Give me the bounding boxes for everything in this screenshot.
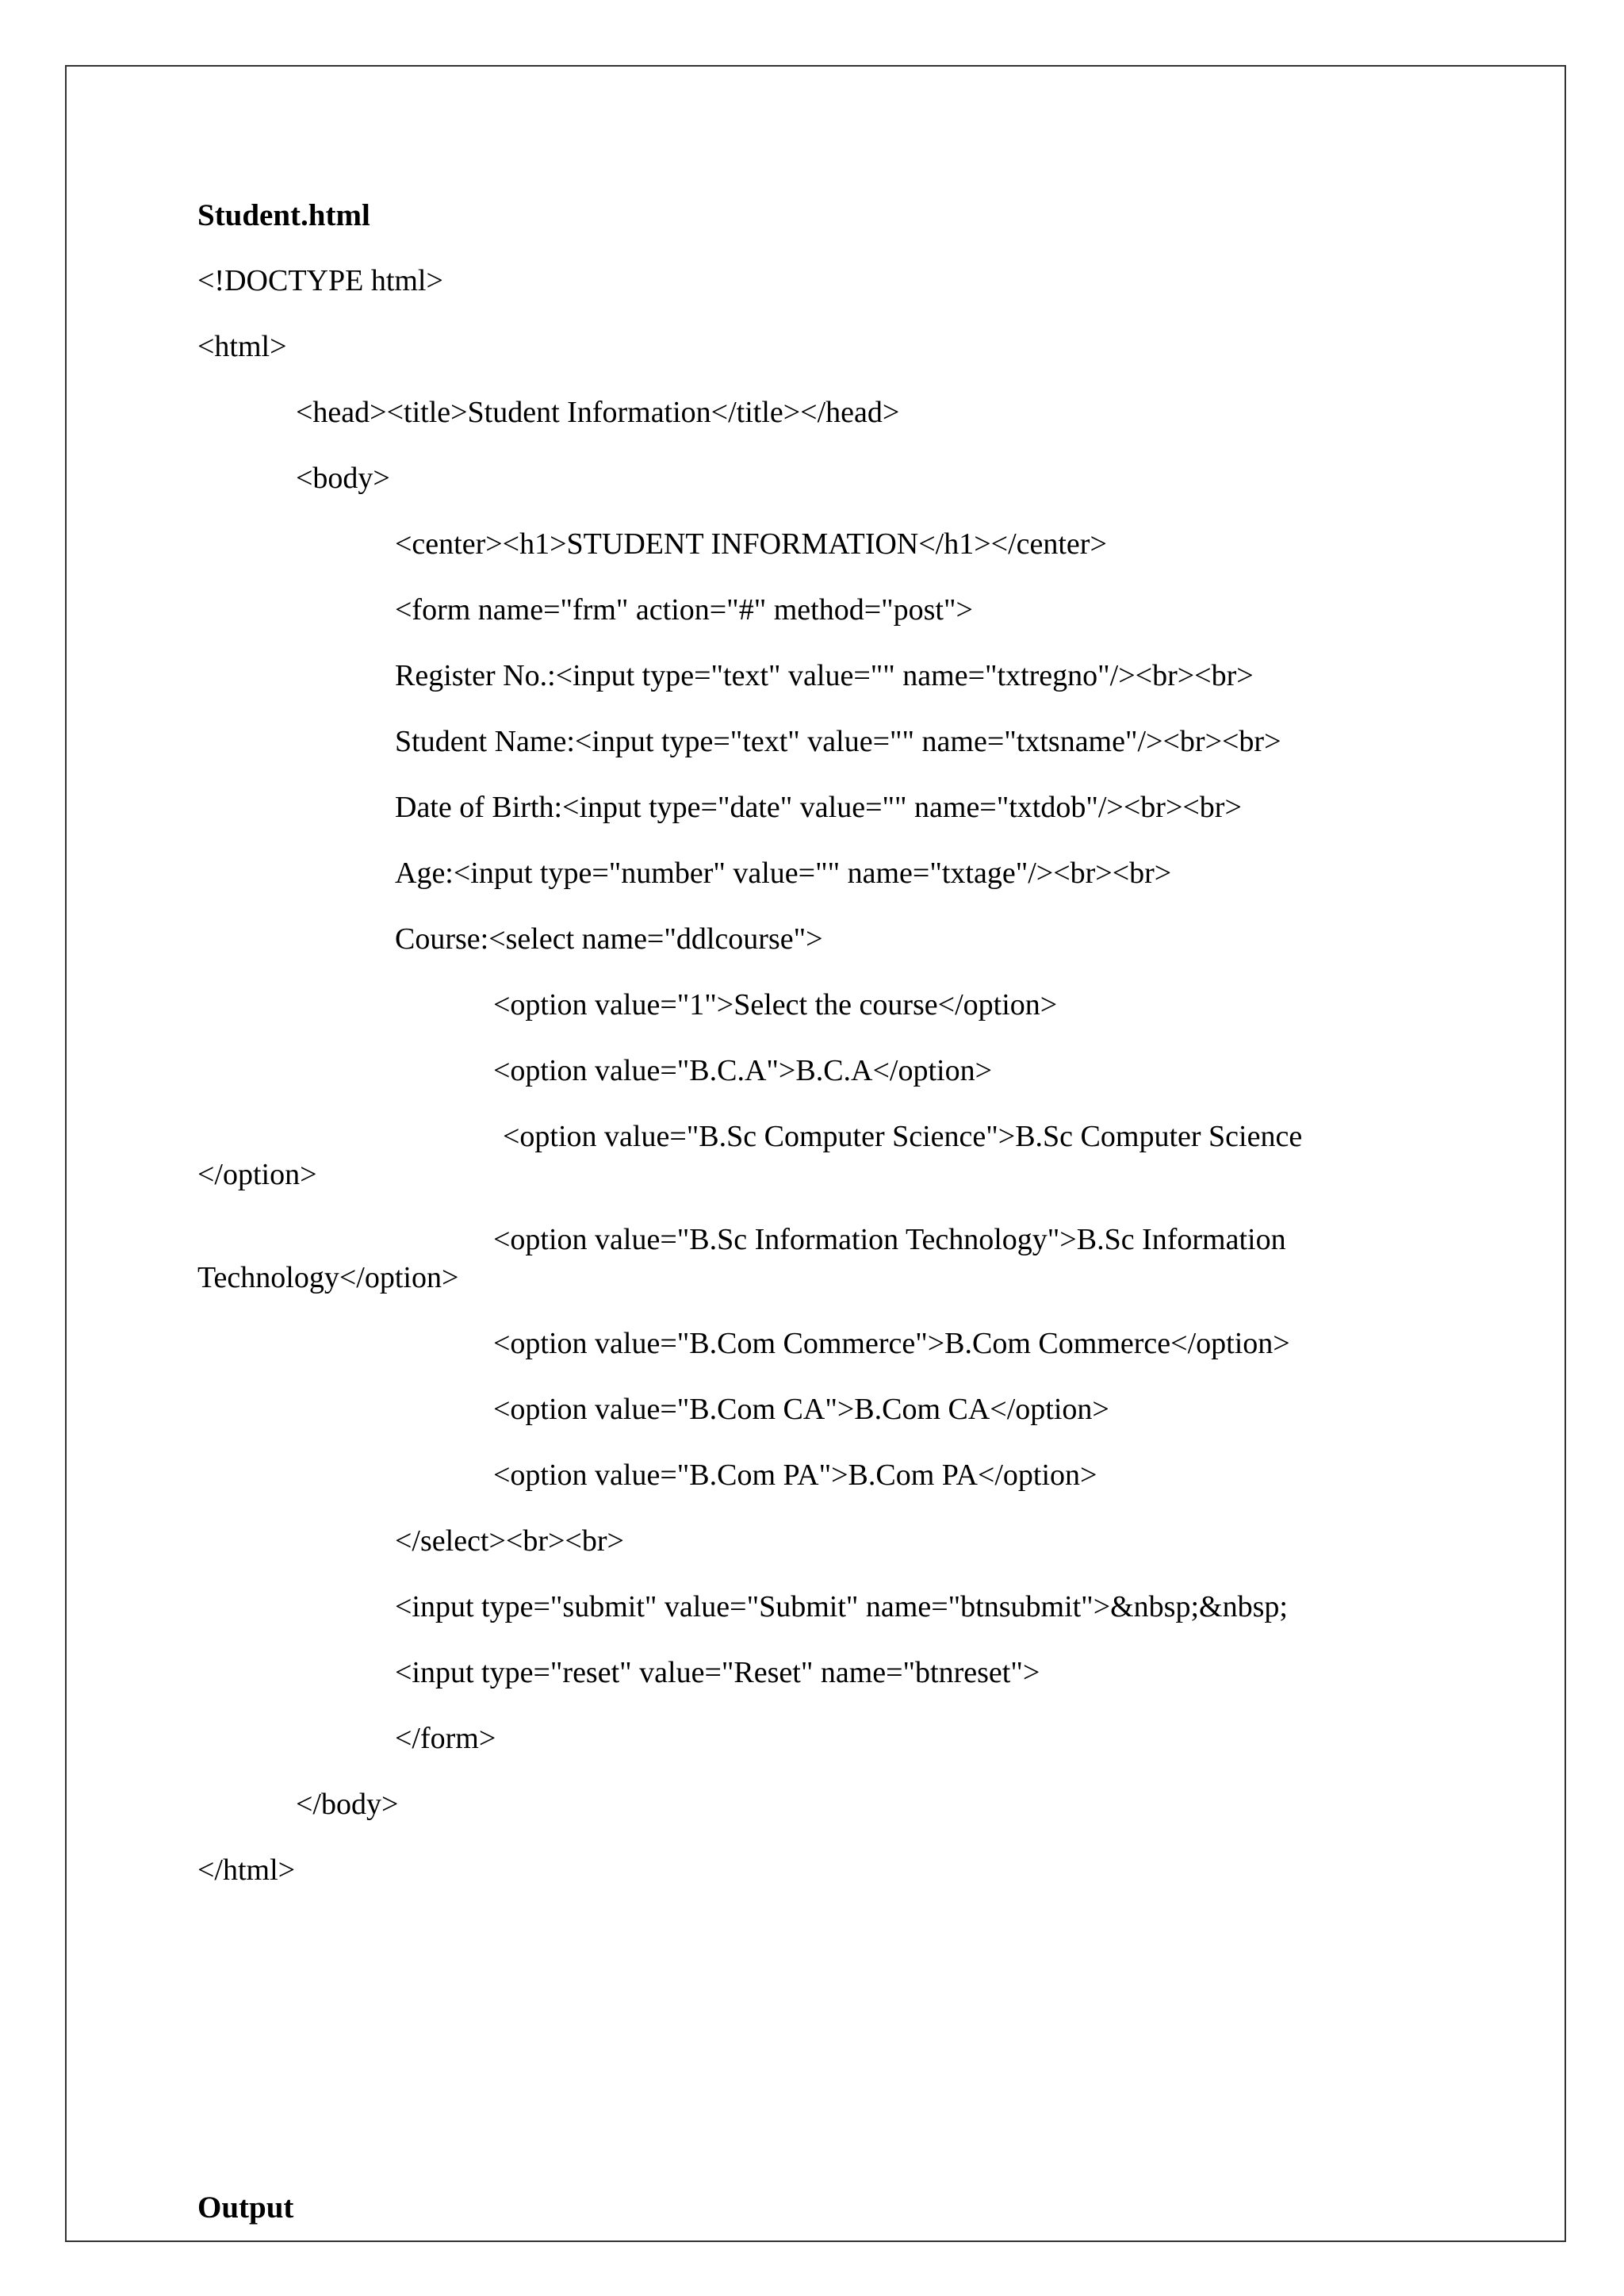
code-line: <option value="B.C.A">B.C.A</option> [493,1054,993,1087]
code-line: Student Name:<input type="text" value="" name="txtsname"/><br><br> [395,725,1281,758]
code-line: </select><br><br> [395,1524,624,1558]
code-line: <option value="B.Com Commerce">B.Com Commerce</option> [493,1327,1290,1360]
code-line: Course:<select name="ddlcourse"> [395,922,823,956]
code-line: <center><h1>STUDENT INFORMATION</h1></center> [395,527,1107,561]
code-line: <option value="B.Sc Computer Science">B.Sc Computer Science [503,1120,1303,1153]
code-line: Date of Birth:<input type="date" value="" name="txtdob"/><br><br> [395,791,1242,824]
code-line: <input type="reset" value="Reset" name="btnreset"> [395,1656,1040,1689]
code-line: <form name="frm" action="#" method="post"> [395,593,973,627]
code-line: </option> [197,1158,317,1191]
code-line: <option value="B.Sc Information Technology">B.Sc Information [493,1223,1286,1256]
code-line: <!DOCTYPE html> [197,264,443,297]
code-line: <option value="1">Select the course</option> [493,988,1058,1022]
code-line: </html> [197,1853,296,1887]
code-line: </body> [296,1788,399,1821]
output-heading: Output [197,2191,294,2225]
page-border [65,65,1566,2242]
code-line: Register No.:<input type="text" value="" name="txtregno"/><br><br> [395,659,1254,692]
code-line: Technology</option> [197,1261,459,1294]
code-line: <html> [197,330,287,363]
code-line: <input type="submit" value="Submit" name="btnsubmit">&nbsp;&nbsp; [395,1590,1288,1623]
code-line: Age:<input type="number" value="" name="txtage"/><br><br> [395,857,1172,890]
code-line: <option value="B.Com CA">B.Com CA</option> [493,1393,1109,1426]
code-line: <option value="B.Com PA">B.Com PA</option> [493,1458,1097,1492]
code-line: <body> [296,462,390,495]
code-line: <head><title>Student Information</title></head> [296,396,900,429]
document-title: Student.html [197,198,370,232]
code-line: </form> [395,1722,496,1755]
